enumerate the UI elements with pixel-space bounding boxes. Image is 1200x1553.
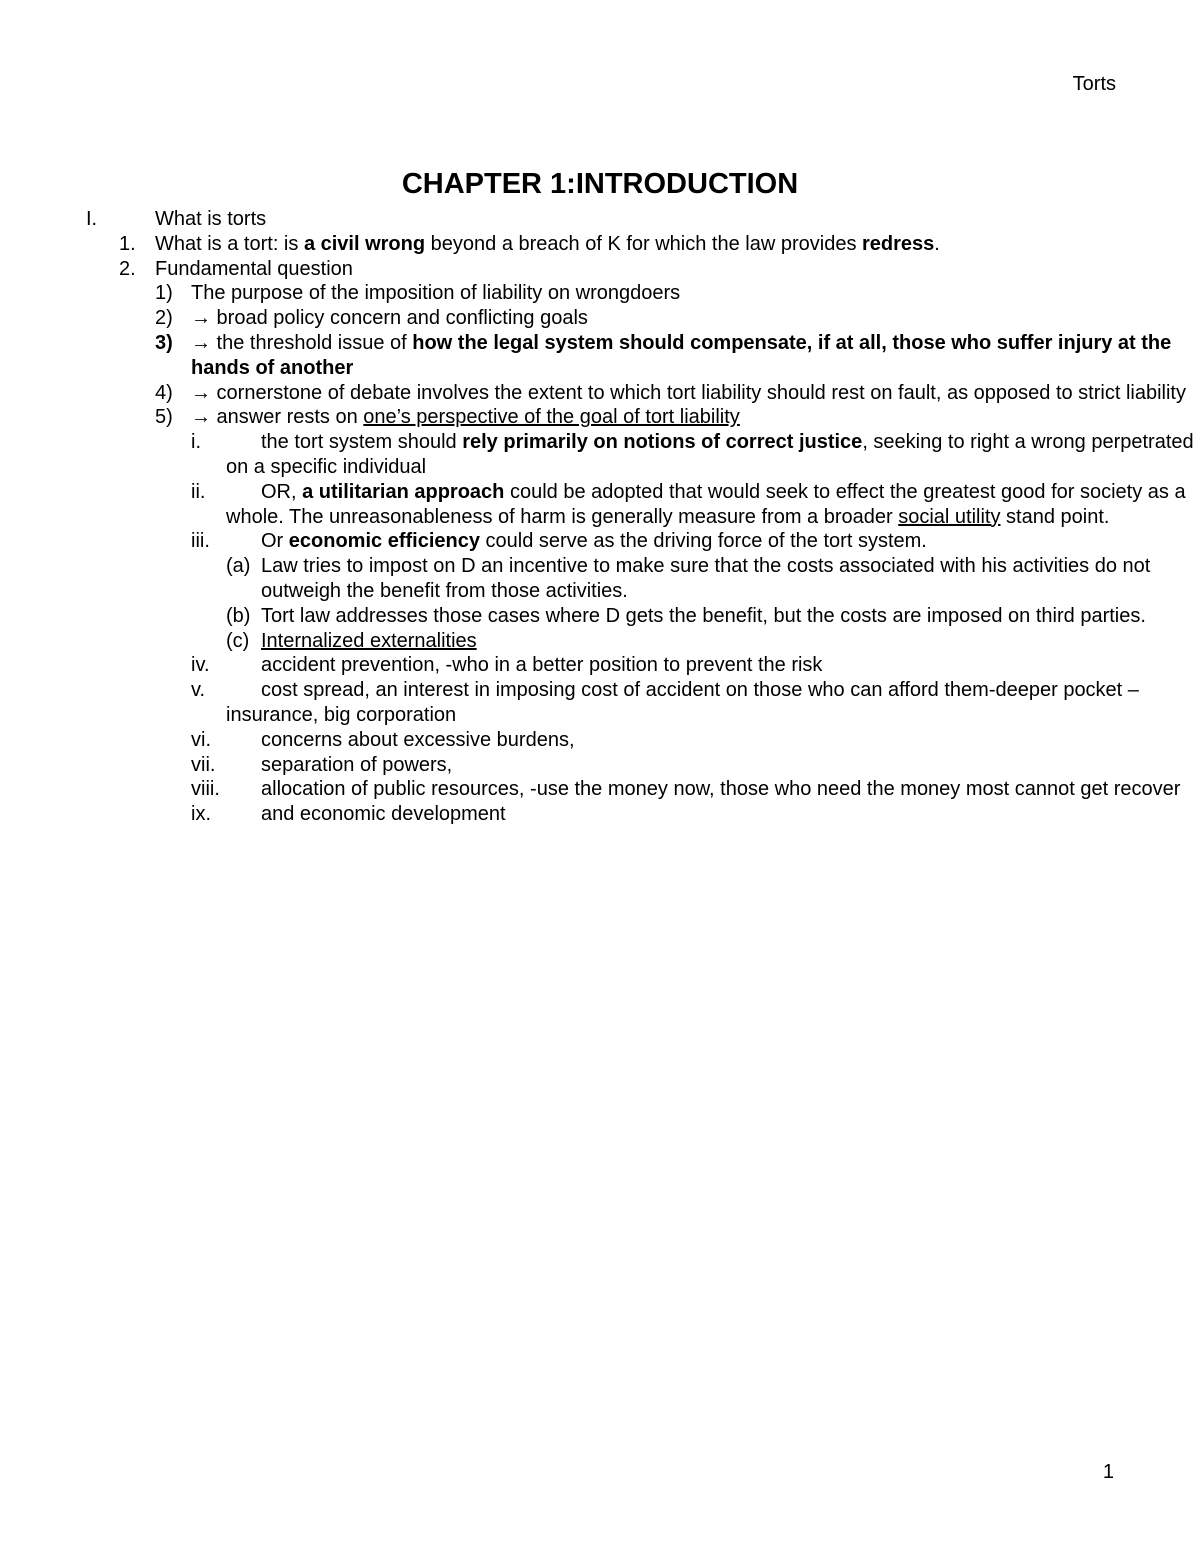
list-marker: iii.	[191, 530, 210, 553]
item-text: What is a tort: is	[155, 232, 304, 255]
bold-term: rely primarily on notions of correct justice	[462, 431, 863, 454]
item-text: Fundamental question	[155, 257, 353, 280]
list-marker: (b)	[226, 604, 251, 627]
list-marker: 4)	[155, 381, 173, 404]
outline-item-roman-ii	[0, 480, 1200, 530]
item-text: The purpose of the imposition of liability on wrongdoers	[191, 282, 681, 305]
item-text: Or	[261, 530, 289, 553]
list-marker: 3)	[155, 331, 173, 354]
outline-item-roman-vii	[0, 753, 1200, 778]
bold-term: a utilitarian approach	[302, 480, 505, 503]
item-text: OR,	[261, 480, 303, 503]
item-text: the tort system should	[261, 431, 463, 454]
outline	[0, 207, 1200, 827]
outline-item-roman-iv	[0, 653, 1200, 678]
list-marker: viii.	[191, 778, 220, 801]
item-text: accident prevention, -who in a better position to prevent the risk	[261, 654, 823, 677]
bold-term: economic efficiency	[288, 530, 480, 553]
item-text: What is torts	[155, 208, 267, 230]
item-text: → the threshold issue of	[191, 331, 413, 354]
item-text: → broad policy concern and conflicting goals	[191, 307, 588, 330]
list-marker: iv.	[191, 654, 210, 677]
outline-item-roman-i	[0, 430, 1200, 480]
outline-item-2-3	[0, 331, 1200, 381]
list-marker: 1)	[155, 282, 173, 305]
outline-item-2-2	[0, 306, 1200, 331]
list-marker: v.	[191, 679, 206, 702]
outline-item-2-5	[0, 405, 1200, 430]
outline-item-2	[0, 257, 1200, 282]
list-marker: i.	[191, 431, 201, 454]
item-text: beyond a breach of K for which the law provides	[425, 232, 863, 255]
outline-item-c	[0, 629, 1200, 654]
list-marker: vii.	[191, 753, 216, 776]
outline-item-roman-viii	[0, 777, 1200, 802]
list-marker: ii.	[191, 480, 206, 503]
underlined-phrase: one’s perspective of the goal of tort liability	[363, 406, 740, 429]
item-text: could serve as the driving force of the tort system.	[479, 530, 927, 553]
item-text: and economic development	[261, 803, 506, 826]
item-text: stand point.	[1000, 505, 1110, 528]
bold-term: how the legal system should compensate, if at all, those who suffer injury at the hands of another	[191, 331, 1172, 379]
list-marker: 2.	[119, 257, 136, 280]
item-text: Tort law addresses those cases where D gets the benefit, but the costs are imposed on third parties.	[261, 604, 1146, 627]
item-text: , seeking to right a wrong perpetrated on a specific individual	[226, 431, 1194, 478]
outline-item-roman-v	[0, 678, 1200, 728]
list-marker: I.	[86, 208, 98, 230]
item-text: .	[934, 232, 940, 255]
outline-item-2-4	[0, 381, 1200, 406]
outline-item-I	[0, 207, 1200, 232]
item-text: allocation of public resources, -use the money now, those who need the money most cannot get recover	[261, 778, 1181, 801]
bold-term: a civil wrong	[303, 232, 426, 255]
outline-item-1	[0, 232, 1200, 257]
list-marker: (a)	[226, 555, 251, 578]
page-number: 1	[1102, 1461, 1114, 1483]
list-marker: (c)	[226, 629, 250, 652]
list-marker: 1.	[119, 232, 136, 255]
outline-item-a	[0, 554, 1200, 604]
underlined-phrase: social utility	[898, 505, 1001, 528]
item-text: could be adopted that would seek to effect the greatest good for society as a whole. The unreasonableness of harm is generally measure from a broader	[226, 480, 1186, 528]
running-header: Torts	[1072, 73, 1116, 95]
underlined-phrase: Internalized externalities	[261, 629, 477, 652]
list-marker: vi.	[191, 728, 211, 751]
list-marker: ix.	[191, 803, 211, 826]
item-text: Law tries to impost on D an incentive to make sure that the costs associated with his activities do not outweigh the benefit from those activities.	[261, 555, 1151, 602]
bold-term: redress	[862, 232, 935, 255]
item-text: separation of powers,	[261, 753, 453, 776]
item-text: → cornerstone of debate involves the extent to which tort liability should rest on fault, as opposed to strict liability	[191, 381, 1186, 404]
outline-item-roman-iii	[0, 529, 1200, 554]
outline-item-roman-vi	[0, 728, 1200, 753]
chapter-title: CHAPTER 1:INTRODUCTION	[401, 168, 799, 200]
item-text: → answer rests on	[191, 406, 364, 429]
item-text: concerns about excessive burdens,	[261, 728, 575, 751]
outline-item-b	[0, 604, 1200, 629]
list-marker: 5)	[155, 406, 173, 429]
item-text: cost spread, an interest in imposing cost of accident on those who can afford them-deeper pocket –insurance, big corporation	[226, 679, 1139, 726]
outline-item-2-1	[0, 281, 1200, 306]
list-marker: 2)	[155, 307, 173, 330]
outline-item-roman-ix	[0, 802, 1200, 827]
